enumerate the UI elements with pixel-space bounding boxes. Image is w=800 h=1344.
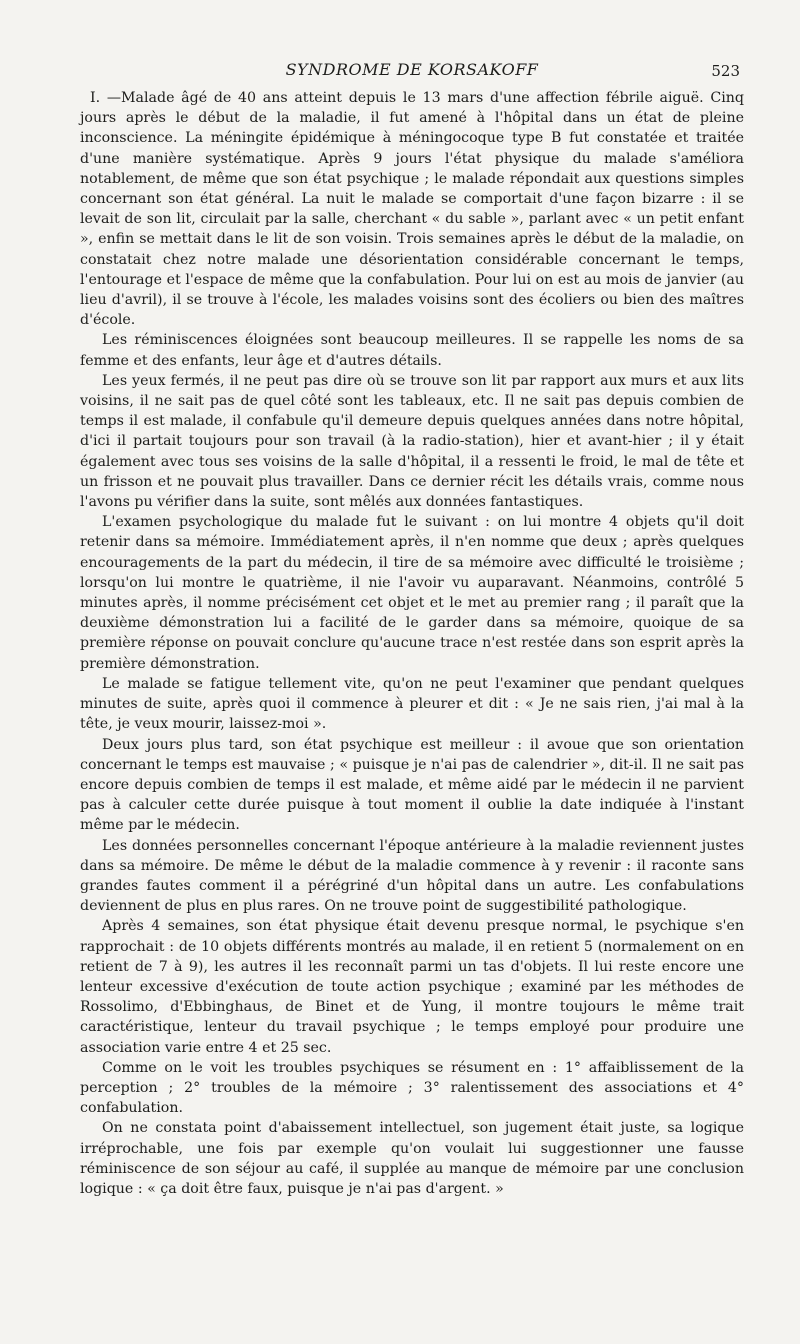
paragraph: On ne constata point d'abaissement intellectuel, son jugement était juste, sa logique irréprochable, une fois par exemple qu'on voulait lui suggestionner une fausse réminiscence de son séjour au café, il supplée au manque de mémoire par une conclusion logique : « ça doit être faux, puisque je n'ai pas d'argent. » bbox=[80, 1120, 744, 1197]
body-text bbox=[80, 88, 744, 1199]
page-number: 523 bbox=[711, 62, 740, 80]
paragraph: Deux jours plus tard, son état psychique est meilleur : il avoue que son orientation concernant le temps est mauvaise ; « puisque je n'ai pas de calendrier », dit-il. Il ne sait pas encore depuis combien de temps il est malade, et même aidé par le médecin il ne parvient pas à calculer cette durée puisque à tout moment il oublie la date indiquée à l'instant même par le médecin. bbox=[80, 736, 744, 834]
paragraph: Comme on le voit les troubles psychiques se résument en : 1° affaiblissement de la perception ; 2° troubles de la mémoire ; 3° ralentissement des associations et 4° confabulation. bbox=[80, 1059, 744, 1117]
paragraph: Les réminiscences éloignées sont beaucoup meilleures. Il se rappelle les noms de sa femme et des enfants, leur âge et d'autres détails. bbox=[80, 332, 744, 369]
paragraph: I. —Malade âgé de 40 ans atteint depuis le 13 mars d'une affection fébrile aiguë. Cinq jours après le début de la maladie, il fut amené à l'hôpital dans un état de pleine inconscience. La méningite épidémique à méningocoque type B fut constatée et traitée d'une manière systématique. Après 9 jours l'état physique du malade s'améliora notablement, de même que son état psychique ; le malade répondait aux questions simples concernant son état général. La nuit le malade se comportait d'une façon bizarre : il se levait de son lit, circulait par la salle, cherchant « du sable », parlant avec « un petit enfant », enfin se mettait dans le lit de son voisin. Trois semaines après le début de la maladie, on constatait chez notre malade une désorientation considérable concernant le temps, l'entourage et l'espace de même que la confabulation. Pour lui on est au mois de janvier (au lieu d'avril), il se trouve à l'école, les malades voisins sont des écoliers ou bien des maîtres d'école. bbox=[80, 90, 744, 329]
paragraph: Les données personnelles concernant l'époque antérieure à la maladie reviennent justes dans sa mémoire. De même le début de la maladie commence à y revenir : il raconte sans grandes fautes comment il a pérégriné d'un hôpital dans un autre. Les confabulations deviennent de plus en plus rares. On ne trouve point de suggestibilité pathologique. bbox=[80, 837, 744, 915]
paragraph: Après 4 semaines, son état physique était devenu presque normal, le psychique s'en rapprochait : de 10 objets différents montrés au malade, il en retient 5 (normalement on en retient de 7 à 9), les autres il les reconnaît parmi un tas d'objets. Il lui reste encore une lenteur excessive d'exécution de toute action psychique ; examiné par les méthodes de Rossolimo, d'Ebbinghaus, de Binet et de Yung, il montre toujours le même trait caractéristique, lenteur du travail psychique ; le temps employé pour produire une association varie entre 4 et 25 sec. bbox=[80, 918, 744, 1056]
page-header bbox=[80, 56, 744, 86]
paragraph: Les yeux fermés, il ne peut pas dire où se trouve son lit par rapport aux murs et aux lits voisins, il ne sait pas de quel côté sont les tableaux, etc. Il ne sait pas depuis combien de temps il est malade, il confabule qu'il demeure depuis quelques années dans notre hôpital, d'ici il partait toujours pour son travail (à la radio-station), hier et avant-hier ; il y était également avec tous ses voisins de la salle d'hôpital, il a ressenti le froid, le mal de tête et un frisson et ne pouvait plus travailler. Dans ce dernier récit les détails vrais, comme nous l'avons pu vérifier dans la suite, sont mêlés aux données fantastiques. bbox=[80, 372, 744, 511]
paragraph: L'examen psychologique du malade fut le suivant : on lui montre 4 objets qu'il doit retenir dans sa mémoire. Immédiatement après, il n'en nomme que deux ; après quelques encouragements de la part du médecin, il tire de sa mémoire avec difficulté le troisième ; lorsqu'on lui montre le quatrième, il nie l'avoir vu auparavant. Néanmoins, contrôlé 5 minutes après, il nomme précisément cet objet et le met au premier rang ; il paraît que la deuxième démonstration lui a facilité de le garder dans sa mémoire, quoique de sa première réponse on pouvait conclure qu'aucune trace n'est restée dans son esprit après la première démonstration. bbox=[80, 514, 744, 672]
paragraph: Le malade se fatigue tellement vite, qu'on ne peut l'examiner que pendant quelques minutes de suite, après quoi il commence à pleurer et dit : « Je ne sais rien, j'ai mal à la tête, je veux mourir, laissez-moi ». bbox=[80, 675, 744, 733]
running-title: SYNDROME DE KORSAKOFF bbox=[285, 60, 539, 79]
